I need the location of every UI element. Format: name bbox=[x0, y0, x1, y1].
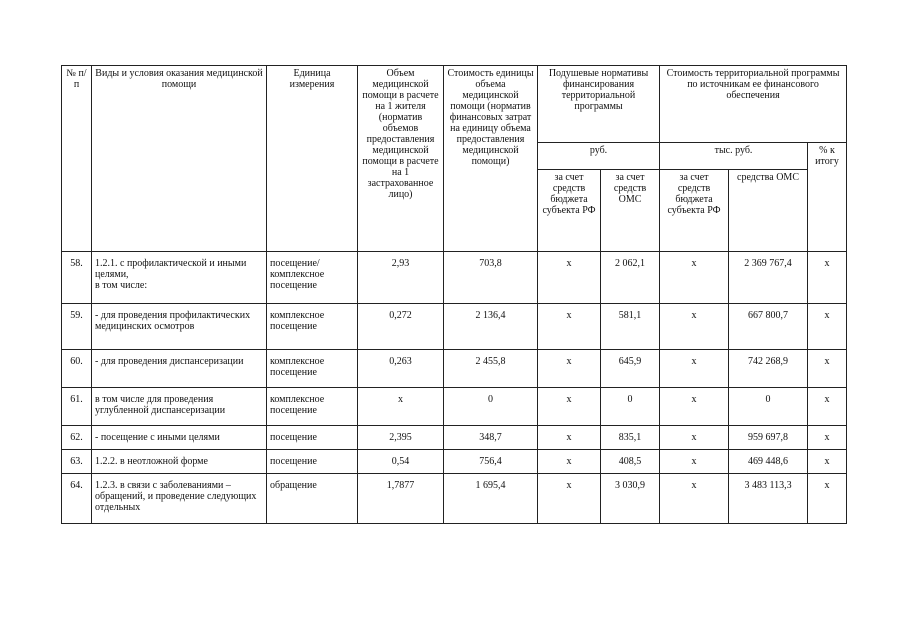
row-num: 60. bbox=[62, 350, 92, 388]
row-num: 59. bbox=[62, 304, 92, 350]
row-pct: х bbox=[808, 252, 847, 304]
row-unit: посещение bbox=[267, 426, 358, 450]
row-oms-pc: 645,9 bbox=[601, 350, 660, 388]
row-oms-pc: 408,5 bbox=[601, 450, 660, 474]
row-oms-pc: 2 062,1 bbox=[601, 252, 660, 304]
row-num: 62. bbox=[62, 426, 92, 450]
header-rub: руб. bbox=[538, 143, 660, 170]
row-name: - для проведения диспансеризации bbox=[92, 350, 267, 388]
row-num: 63. bbox=[62, 450, 92, 474]
row-oms-t: 2 369 767,4 bbox=[729, 252, 808, 304]
header-per-capita: Подушевые нормативы финансирования территориальной программы bbox=[538, 66, 660, 143]
row-volume: 0,272 bbox=[358, 304, 444, 350]
row-num: 58. bbox=[62, 252, 92, 304]
row-cost: 2 136,4 bbox=[444, 304, 538, 350]
row-oms-t: 742 268,9 bbox=[729, 350, 808, 388]
table-row bbox=[62, 388, 847, 426]
row-name: в том числе для проведения углубленной диспансеризации bbox=[92, 388, 267, 426]
row-budget-pc: х bbox=[538, 426, 601, 450]
row-oms-pc: 0 bbox=[601, 388, 660, 426]
row-cost: 703,8 bbox=[444, 252, 538, 304]
table-body bbox=[62, 252, 847, 524]
row-unit: посещение/ комплексное посещение bbox=[267, 252, 358, 304]
row-budget-pc: х bbox=[538, 350, 601, 388]
row-name: - посещение с иными целями bbox=[92, 426, 267, 450]
row-unit: комплексное посещение bbox=[267, 388, 358, 426]
row-volume: 2,93 bbox=[358, 252, 444, 304]
table-row bbox=[62, 426, 847, 450]
row-oms-t: 469 448,6 bbox=[729, 450, 808, 474]
row-pct: х bbox=[808, 426, 847, 450]
row-oms-pc: 581,1 bbox=[601, 304, 660, 350]
row-budget-pc: х bbox=[538, 388, 601, 426]
row-oms-t: 3 483 113,3 bbox=[729, 474, 808, 524]
row-unit: комплексное посещение bbox=[267, 304, 358, 350]
row-oms-t: 0 bbox=[729, 388, 808, 426]
row-oms-t: 667 800,7 bbox=[729, 304, 808, 350]
row-budget-t: х bbox=[660, 304, 729, 350]
row-volume: х bbox=[358, 388, 444, 426]
row-pct: х bbox=[808, 450, 847, 474]
row-unit: комплексное посещение bbox=[267, 350, 358, 388]
row-cost: 1 695,4 bbox=[444, 474, 538, 524]
row-budget-pc: х bbox=[538, 304, 601, 350]
header-oms-t: средства ОМС bbox=[729, 170, 808, 252]
table-row bbox=[62, 474, 847, 524]
row-budget-t: х bbox=[660, 388, 729, 426]
row-pct: х bbox=[808, 304, 847, 350]
row-pct: х bbox=[808, 388, 847, 426]
header-budget-t: за счет средств бюджета субъекта РФ bbox=[660, 170, 729, 252]
row-cost: 0 bbox=[444, 388, 538, 426]
row-name: 1.2.3. в связи с заболеваниями – обращений, и проведение следующих отдельных bbox=[92, 474, 267, 524]
row-num: 64. bbox=[62, 474, 92, 524]
row-unit: обращение bbox=[267, 474, 358, 524]
header-num: № п/п bbox=[62, 66, 92, 252]
table-row bbox=[62, 252, 847, 304]
table-row bbox=[62, 304, 847, 350]
row-budget-t: х bbox=[660, 350, 729, 388]
header-thous-rub: тыс. руб. bbox=[660, 143, 808, 170]
row-volume: 0,54 bbox=[358, 450, 444, 474]
row-cost: 348,7 bbox=[444, 426, 538, 450]
row-name: 1.2.1. с профилактической и иными целями, в том числе: bbox=[92, 252, 267, 304]
row-cost: 2 455,8 bbox=[444, 350, 538, 388]
row-cost: 756,4 bbox=[444, 450, 538, 474]
row-pct: х bbox=[808, 350, 847, 388]
financing-table bbox=[61, 65, 847, 524]
row-budget-pc: х bbox=[538, 474, 601, 524]
row-oms-pc: 835,1 bbox=[601, 426, 660, 450]
header-volume: Объем медицинской помощи в расчете на 1 жителя (норматив объемов предоставления медицинской помощи в расчете на 1 застрахованное лицо) bbox=[358, 66, 444, 252]
row-budget-pc: х bbox=[538, 252, 601, 304]
row-volume: 1,7877 bbox=[358, 474, 444, 524]
row-budget-t: х bbox=[660, 252, 729, 304]
row-budget-t: х bbox=[660, 426, 729, 450]
row-oms-pc: 3 030,9 bbox=[601, 474, 660, 524]
table-row bbox=[62, 450, 847, 474]
header-budget-pc: за счет средств бюджета субъекта РФ bbox=[538, 170, 601, 252]
table-header bbox=[62, 66, 847, 252]
table-row bbox=[62, 350, 847, 388]
row-unit: посещение bbox=[267, 450, 358, 474]
row-volume: 2,395 bbox=[358, 426, 444, 450]
row-budget-pc: х bbox=[538, 450, 601, 474]
row-oms-t: 959 697,8 bbox=[729, 426, 808, 450]
row-volume: 0,263 bbox=[358, 350, 444, 388]
header-cost: Стоимость единицы объема медицинской помощи (норматив финансовых затрат на единицу объема предоставления медицинской помощи) bbox=[444, 66, 538, 252]
header-types: Виды и условия оказания медицинской помощи bbox=[92, 66, 267, 252]
row-budget-t: х bbox=[660, 450, 729, 474]
header-pct: % к итогу bbox=[808, 143, 847, 252]
row-name: - для проведения профилактических медицинских осмотров bbox=[92, 304, 267, 350]
row-pct: х bbox=[808, 474, 847, 524]
header-unit: Единица измерения bbox=[267, 66, 358, 252]
header-territorial: Стоимость территориальной программы по источникам ее финансового обеспечения bbox=[660, 66, 847, 143]
row-budget-t: х bbox=[660, 474, 729, 524]
row-num: 61. bbox=[62, 388, 92, 426]
row-name: 1.2.2. в неотложной форме bbox=[92, 450, 267, 474]
header-oms-pc: за счет средств ОМС bbox=[601, 170, 660, 252]
